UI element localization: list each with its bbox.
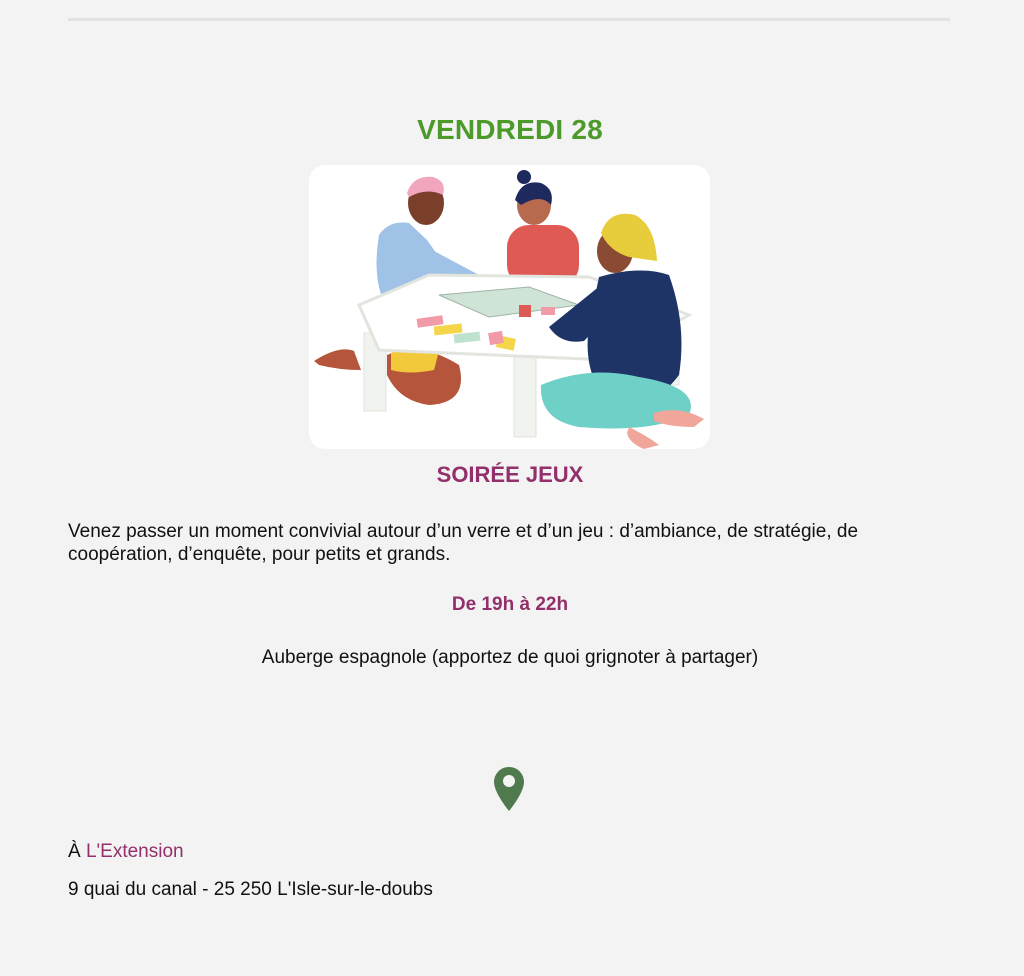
event-illustration	[309, 165, 710, 449]
top-divider	[68, 18, 950, 21]
map-pin-icon	[493, 766, 525, 812]
event-note: Auberge espagnole (apportez de quoi grignoter à partager)	[261, 647, 759, 668]
venue-address: 9 quai du canal - 25 250 L'Isle-sur-le-doubs	[68, 879, 433, 900]
venue-link[interactable]: L'Extension	[85, 841, 184, 862]
event-description: Venez passer un moment convivial autour d’un verre et d’un jeu : d’ambiance, de stratégie, de coopération, d’enquête, pour petits et grands.	[68, 521, 859, 565]
event-time: De 19h à 22h	[451, 594, 569, 615]
venue-prefix: À	[68, 841, 81, 862]
venue-line	[68, 841, 184, 863]
event-day-heading: VENDREDI 28	[417, 114, 603, 145]
event-title: SOIRÉE JEUX	[436, 462, 584, 487]
board-game-players-illustration	[309, 165, 710, 449]
